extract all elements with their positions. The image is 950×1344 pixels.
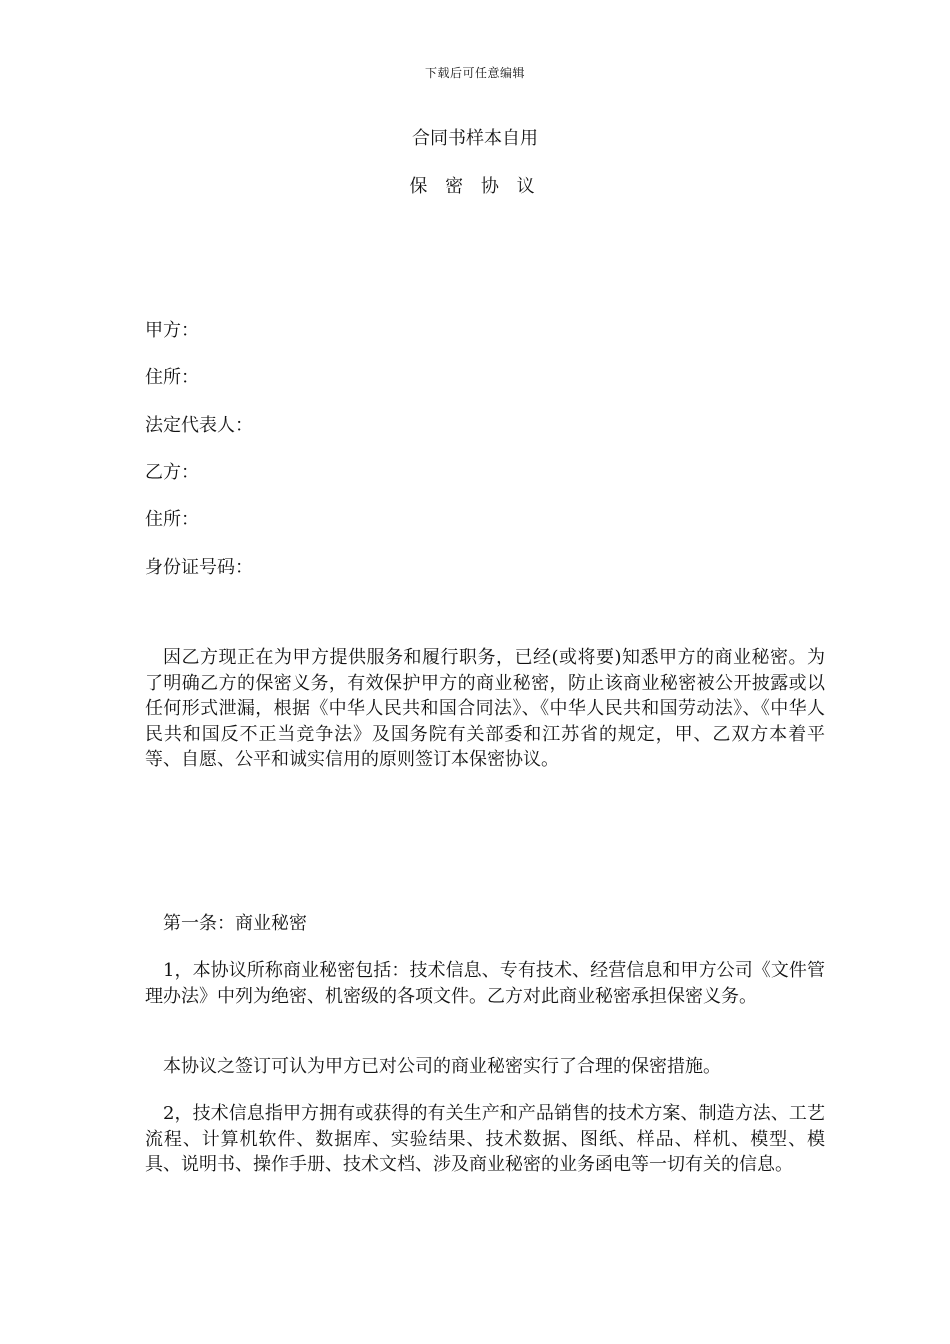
article-1-clause-2: 2，技术信息指甲方拥有或获得的有关生产和产品销售的技术方案、制造方法、工艺流程、计算机软件、数据库、实验结果、技术数据、图纸、样品、样机、模型、模具、说明书、操作手册、技术文档、涉及商业秘密的业务函电等一切有关的信息。 [145,1103,825,1175]
document-subtitle: 合同书样本自用 [412,128,538,149]
party-a-label: 甲方： [145,320,199,341]
legal-representative-label: 法定代表人： [145,415,253,436]
header-note: 下载后可任意编辑 [424,66,525,80]
document-title: 保 密 协 议 [409,176,541,197]
id-number-label: 身份证号码： [145,557,253,578]
article-1-heading: 第一条：商业秘密 [163,913,307,934]
party-b-address-label: 住所： [145,509,199,530]
preamble-paragraph: 因乙方现正在为甲方提供服务和履行职务，已经(或将要)知悉甲方的商业秘密。为了明确乙方的保密义务，有效保护甲方的商业秘密，防止该商业秘密被公开披露或以任何形式泄漏，根据《中华人民共和国合同法》、《中华人民共和国劳动法》、《中华人民共和国反不正当竞争法》及国务院有关部委和江苏省的规定，甲、乙双方本着平等、自愿、公平和诚实信用的原则签订本保密协议。 [145,647,825,770]
party-a-address-label: 住所： [145,367,199,388]
article-1-clause-1: 1，本协议所称商业秘密包括：技术信息、专有技术、经营信息和甲方公司《文件管理办法》中列为绝密、机密级的各项文件。乙方对此商业秘密承担保密义务。 [145,960,825,1007]
party-b-label: 乙方： [145,462,199,483]
article-1-note: 本协议之签订可认为甲方已对公司的商业秘密实行了合理的保密措施。 [163,1056,721,1077]
